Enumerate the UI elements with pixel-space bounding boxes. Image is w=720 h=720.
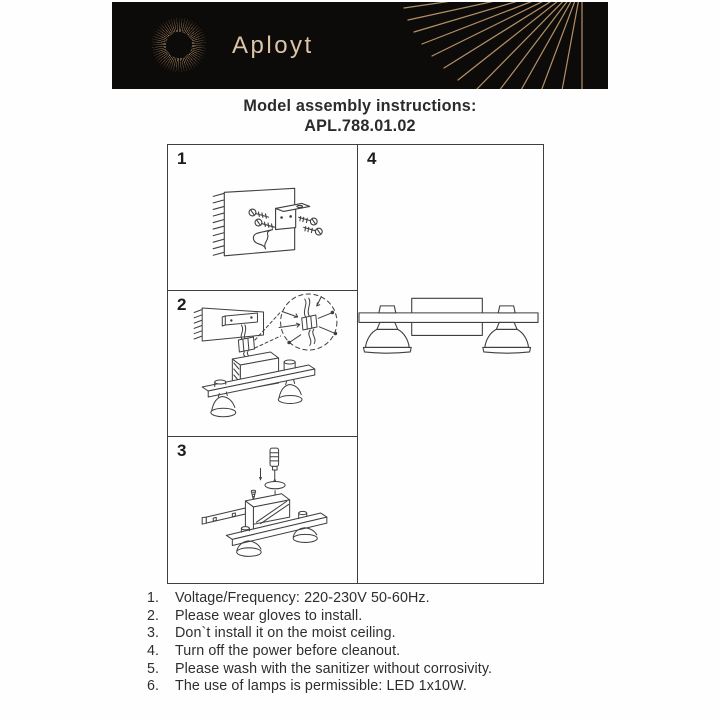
list-item bbox=[147, 661, 587, 679]
arrow-down-icon bbox=[259, 468, 262, 480]
terminal-block-icon bbox=[238, 337, 254, 352]
page-title: Model assembly instructions: bbox=[243, 97, 477, 115]
note-number: 3. bbox=[147, 625, 160, 642]
note-number: 2. bbox=[147, 607, 160, 624]
safety-notes-list bbox=[147, 590, 587, 696]
step-4-cell bbox=[358, 145, 543, 583]
assembled-fixture-drawing bbox=[359, 298, 538, 353]
fixture-bar bbox=[359, 313, 538, 323]
brand-banner bbox=[112, 2, 608, 89]
step-4-number: 4 bbox=[367, 149, 377, 168]
brand-name: Aployt bbox=[232, 31, 314, 59]
note-text: Please wear gloves to install. bbox=[175, 607, 363, 624]
wall-hatching bbox=[194, 310, 202, 340]
step-3-number: 3 bbox=[177, 441, 187, 460]
step-2-illustration bbox=[168, 291, 357, 436]
note-number: 5. bbox=[147, 660, 160, 677]
light-fixture-drawing bbox=[226, 494, 327, 557]
screw-icon bbox=[299, 216, 317, 224]
note-number: 4. bbox=[147, 642, 160, 659]
step-2-number: 2 bbox=[177, 295, 187, 314]
step-3-cell bbox=[168, 437, 358, 583]
light-fixture-drawing bbox=[202, 352, 315, 417]
note-number: 6. bbox=[147, 678, 160, 695]
mounting-strap-drawing bbox=[202, 508, 245, 524]
note-text: Voltage/Frequency: 220-230V 50-60Hz. bbox=[175, 590, 430, 606]
screw-icon bbox=[251, 490, 255, 500]
assembly-steps-table bbox=[167, 144, 544, 584]
step-1-number: 1 bbox=[177, 149, 187, 168]
rays-decoration-icon bbox=[112, 2, 608, 89]
mounting-bracket-drawing bbox=[276, 203, 310, 229]
list-item bbox=[147, 625, 587, 643]
wall-hatching bbox=[213, 193, 224, 255]
step-2-cell bbox=[168, 291, 358, 437]
note-number: 1. bbox=[147, 590, 160, 606]
step-1-cell bbox=[168, 145, 358, 291]
title-block bbox=[0, 97, 720, 136]
list-item bbox=[147, 608, 587, 626]
step-4-illustration bbox=[358, 145, 543, 583]
list-item bbox=[147, 678, 587, 696]
model-code: APL.788.01.02 bbox=[304, 116, 416, 135]
screw-icon bbox=[304, 227, 322, 235]
step-3-illustration bbox=[168, 437, 357, 583]
terminal-block-detail bbox=[302, 298, 317, 345]
note-text: Don`t install it on the moist ceiling. bbox=[175, 625, 396, 642]
step-1-illustration bbox=[168, 145, 357, 290]
note-text: Turn off the power before cleanout. bbox=[175, 642, 401, 659]
note-text: Please wash with the sanitizer without corrosivity. bbox=[175, 660, 493, 677]
list-item bbox=[147, 643, 587, 661]
note-text: The use of lamps is permissible: LED 1x10W. bbox=[175, 678, 467, 695]
screwdriver-icon bbox=[270, 448, 279, 481]
list-item bbox=[147, 590, 587, 608]
